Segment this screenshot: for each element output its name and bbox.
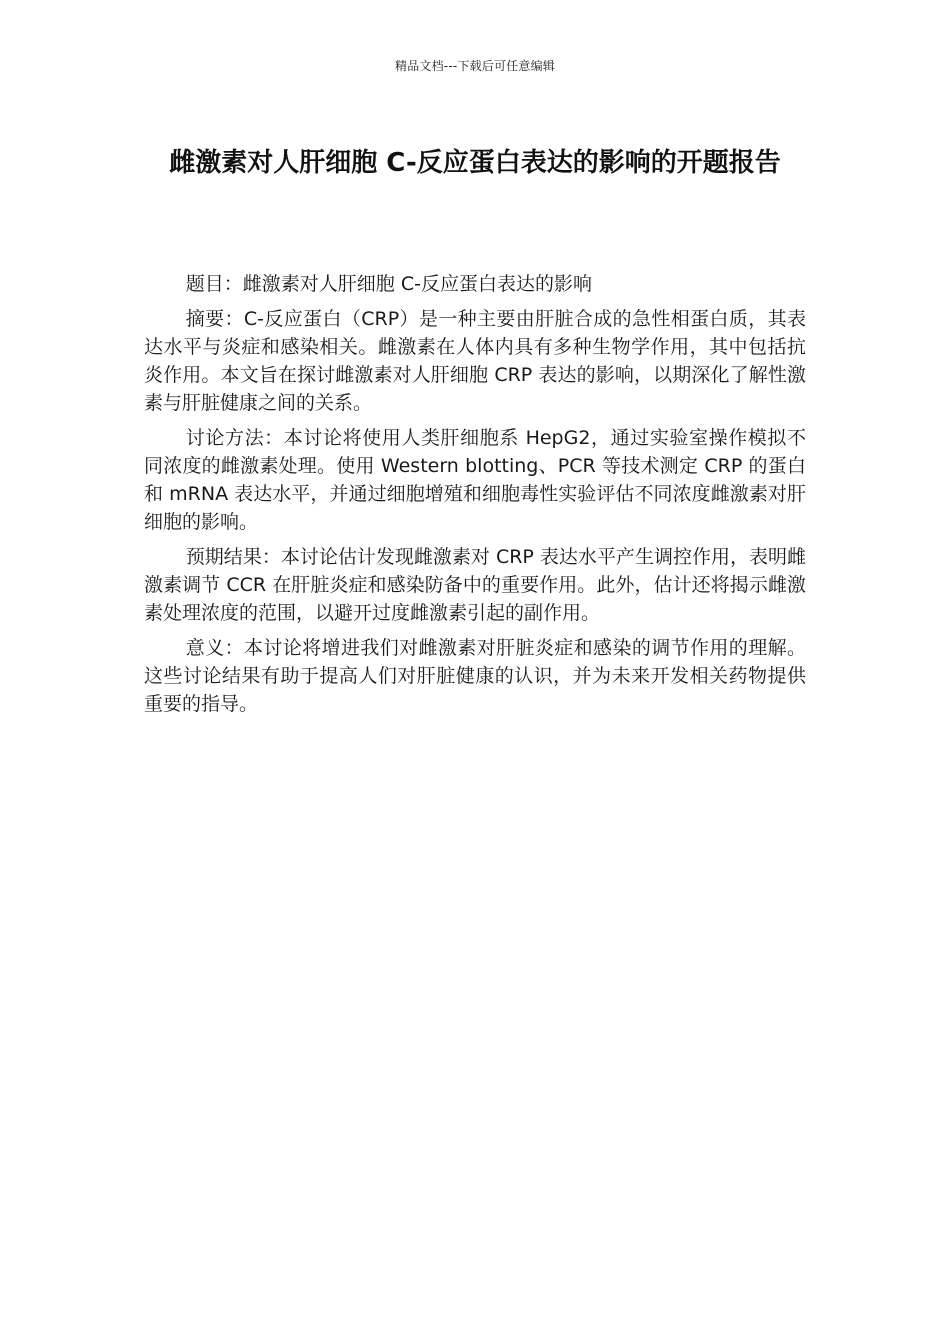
paragraph-significance: 意义：本讨论将增进我们对雌激素对肝脏炎症和感染的调节作用的理解。这些讨论结果有助于提高人们对肝脏健康的认识，并为未来开发相关药物提供重要的指导。 <box>144 637 806 715</box>
document-body <box>144 270 806 725</box>
header-note: 精品文档---下载后可任意编辑 <box>395 59 555 73</box>
paragraph-expected-results: 预期结果：本讨论估计发现雌激素对 CRP 表达水平产生调控作用，表明雌激素调节 CCR 在肝脏炎症和感染防备中的重要作用。此外，估计还将揭示雌激素处理浓度的范围，以避开过度雌激素引起的副作用。 <box>144 546 806 624</box>
paragraph-topic: 题目：雌激素对人肝细胞 C-反应蛋白表达的影响 <box>185 273 592 295</box>
paragraph-methods: 讨论方法：本讨论将使用人类肝细胞系 HepG2，通过实验室操作模拟不同浓度的雌激素处理。使用 Western blotting、PCR 等技术测定 CRP 的蛋白和 mRNA 表达水平，并通过细胞增殖和细胞毒性实验评估不同浓度雌激素对肝细胞的影响。 <box>144 427 806 533</box>
document-title: 雌激素对人肝细胞 C-反应蛋白表达的影响的开题报告 <box>169 148 781 178</box>
paragraph-abstract: 摘要：C-反应蛋白（CRP）是一种主要由肝脏合成的急性相蛋白质，其表达水平与炎症和感染相关。雌激素在人体内具有多种生物学作用，其中包括抗炎作用。本文旨在探讨雌激素对人肝细胞 CRP 表达的影响，以期深化了解性激素与肝脏健康之间的关系。 <box>144 308 806 414</box>
